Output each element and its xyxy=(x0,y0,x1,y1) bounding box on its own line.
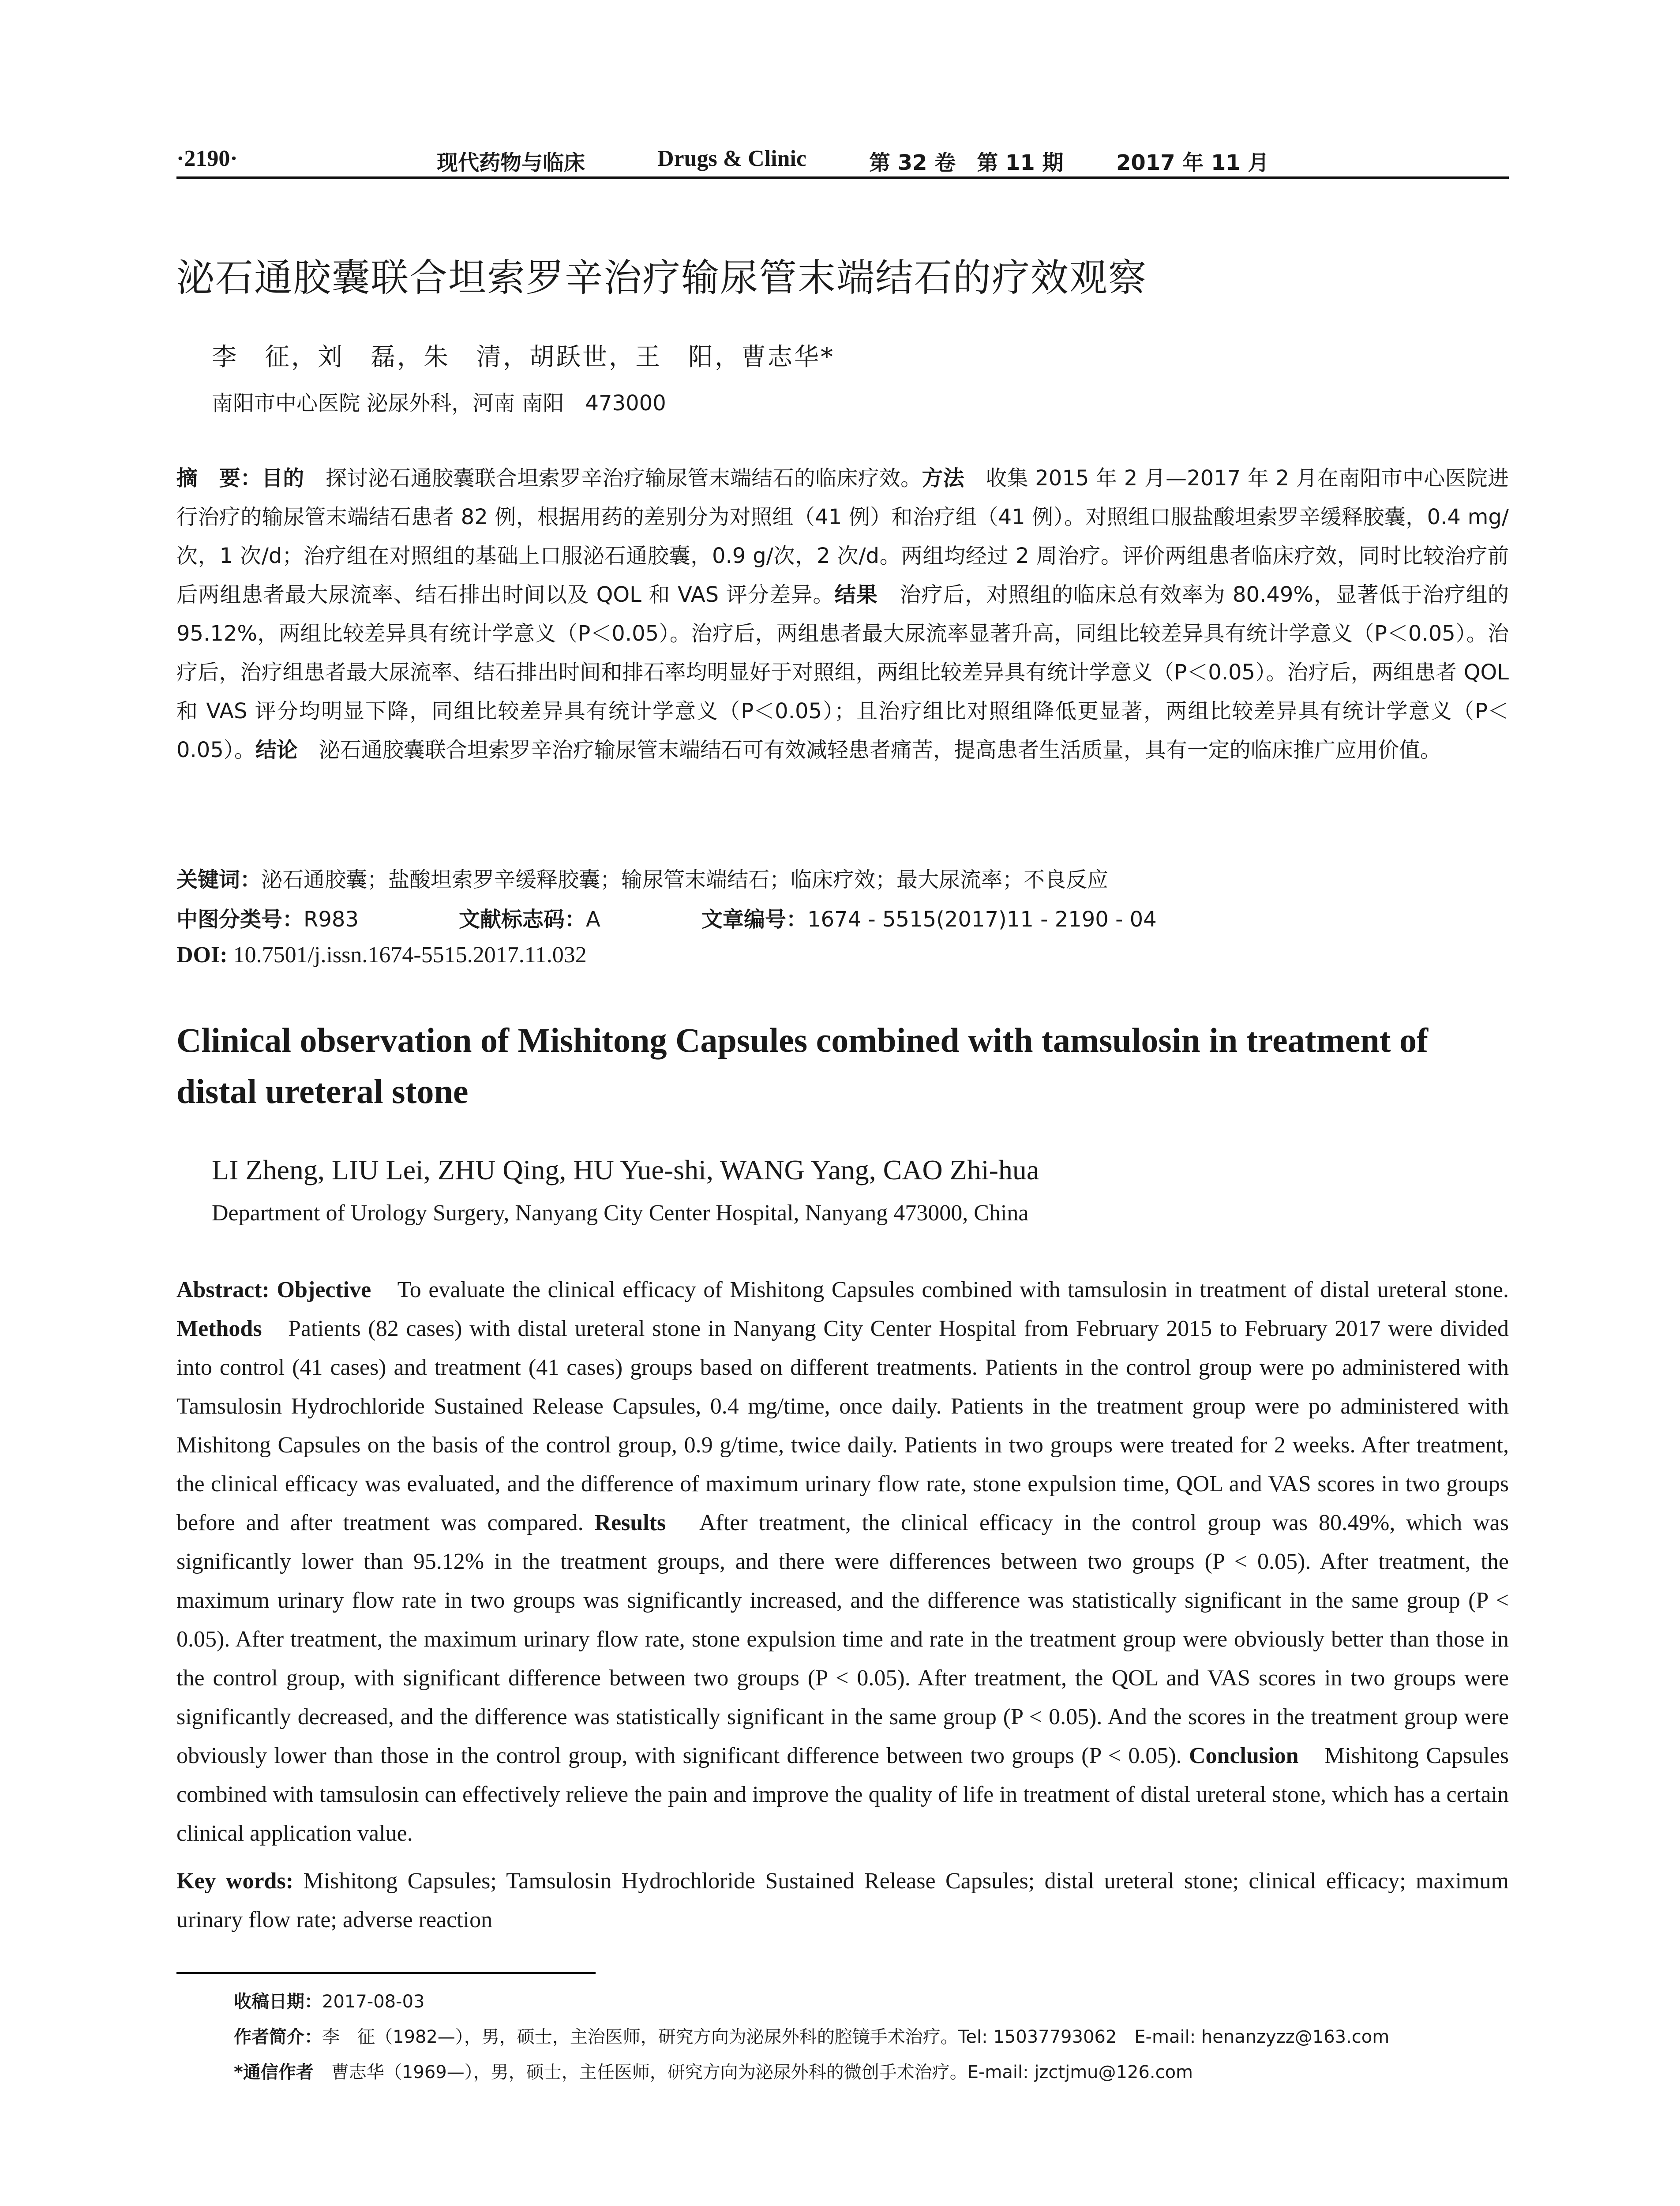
clc-value: R983 xyxy=(304,907,359,932)
author-bio-text: 李 征（1982—），男，硕士，主治医师，研究方向为泌尿外科的腔镜手术治疗。Tel: 15037793062 E-mail: henanzyzz@163.com xyxy=(322,2027,1390,2047)
keywords-en xyxy=(176,1862,1509,1940)
objective-text-cn: 探讨泌石通胶囊联合坦索罗辛治疗输尿管末端结石的临床疗效。 xyxy=(304,466,922,491)
methods-text-en: Patients (82 cases) with distal ureteral stone in Nanyang City Center Hospital from February 2015 to February 2017 were divided into control (41 cases) and treatment (41 cases) groups based on different treatments. Patients in the control group were po administered with Tamsulosin Hydrochloride Sustained Release Capsules, 0.4 mg/time, once daily. Patients in the treatment group were po administered with Mishitong Capsules on the basis of the control group, 0.9 g/time, twice daily. Patients in two groups were treated for 2 weeks. After treatment, the clinical efficacy was evaluated, and the difference of maximum urinary flow rate, stone expulsion time, QOL and VAS scores in two groups before and after treatment was compared. xyxy=(176,1316,1509,1535)
results-label-cn: 结果 xyxy=(834,582,878,607)
methods-label-en: Methods xyxy=(176,1316,262,1341)
objective-label-cn: 目的 xyxy=(262,466,304,491)
conclusion-text-cn: 泌石通胶囊联合坦索罗辛治疗输尿管末端结石可有效减轻患者痛苦，提高患者生活质量，具有一定的临床推广应用价值。 xyxy=(297,738,1441,762)
corresponding-text: 曹志华（1969—），男，硕士，主任医师，研究方向为泌尿外科的微创手术治疗。E-mail: jzctjmu@126.com xyxy=(331,2062,1193,2082)
conclusion-label-cn: 结论 xyxy=(255,738,298,762)
doi-label: DOI: xyxy=(176,942,228,968)
author-bio-label: 作者简介： xyxy=(234,2027,322,2047)
keywords-text-en: Mishitong Capsules; Tamsulosin Hydrochloride Sustained Release Capsules; distal ureteral stone; clinical efficacy; maximum urinary flow rate; adverse reaction xyxy=(176,1868,1509,1932)
objective-label-en: Objective xyxy=(277,1277,371,1302)
doc-code-value: A xyxy=(586,907,600,932)
corresponding-label: *通信作者 xyxy=(234,2062,331,2082)
abstract-label-en: Abstract: xyxy=(176,1277,277,1302)
authors-en: LI Zheng, LIU Lei, ZHU Qing, HU Yue-shi, WANG Yang, CAO Zhi-hua xyxy=(212,1154,1039,1186)
keywords-label-en: Key words: xyxy=(176,1868,304,1894)
results-text-en: After treatment, the clinical efficacy in the control group was 80.49%, which was significantly lower than 95.12% in the treatment groups, and there were differences between two groups (P < 0.05). After treatment, the maximum urinary flow rate in two groups was significantly increased, and the difference was statistically significant in the same group (P < 0.05). After treatment, the maximum urinary flow rate, stone expulsion time and rate in the treatment group were obviously better than those in the control group, with significant difference between two groups (P < 0.05). After treatment, the QOL and VAS scores in two groups were significantly decreased, and the difference was statistically significant in the same group (P < 0.05). And the scores in the treatment group were obviously lower than those in the control group, with significant difference between two groups (P < 0.05). xyxy=(176,1510,1509,1768)
results-text-cn: 治疗后，对照组的临床总有效率为 80.49%，显著低于治疗组的 95.12%，两组比较差异具有统计学意义（P＜0.05）。治疗后，两组患者最大尿流率显著升高，同组比较差异具有统计学意义（P＜0.05）。治疗后，治疗组患者最大尿流率、结石排出时间和排石率均明显好于对照组，两组比较差异具有统计学意义（P＜0.05）。治疗后，两组患者 QOL 和 VAS 评分均明显下降，同组比较差异具有统计学意义（P＜0.05）；且治疗组比对照组降低更显著，两组比较差异具有统计学意义（P＜0.05）。 xyxy=(176,582,1509,762)
clc-label: 中图分类号： xyxy=(176,907,304,932)
objective-text-en: To evaluate the clinical efficacy of Mishitong Capsules combined with tamsulosin in treatment of distal ureteral stone. xyxy=(371,1277,1509,1302)
title-cn: 泌石通胶囊联合坦索罗辛治疗输尿管末端结石的疗效观察 xyxy=(176,256,1147,300)
keywords-cn xyxy=(176,863,1108,893)
results-label-en: Results xyxy=(594,1510,666,1535)
journal-name-cn: 现代药物与临床 xyxy=(437,150,585,175)
title-en: Clinical observation of Mishitong Capsules combined with tamsulosin in treatment of distal ureteral stone xyxy=(176,1021,1429,1111)
doi-line xyxy=(176,942,587,968)
affiliation-en: Department of Urology Surgery, Nanyang City Center Hospital, Nanyang 473000, China xyxy=(212,1201,1029,1226)
footnote-rule xyxy=(176,1972,596,1974)
methods-text-cn: 收集 2015 年 2 月—2017 年 2 月在南阳市中心医院进行治疗的输尿管末端结石患者 82 例，根据用药的差别分为对照组（41 例）和治疗组（41 例）。对照组口服盐酸坦索罗辛缓释胶囊，0.4 mg/次，1 次/d；治疗组在对照组的基础上口服泌石通胶囊，0.9 g/次，2 次/d。两组均经过 2 周治疗。评价两组患者临床疗效，同时比较治疗前后两组患者最大尿流率、结石排出时间以及 QOL 和 VAS 评分差异。 xyxy=(176,466,1509,607)
keywords-text-cn: 泌石通胶囊；盐酸坦索罗辛缓释胶囊；输尿管末端结石；临床疗效；最大尿流率；不良反应 xyxy=(261,867,1109,892)
volume-issue: 第 32 卷 第 11 期 xyxy=(869,150,1064,175)
issue-date: 2017 年 11 月 xyxy=(1116,150,1269,175)
methods-label-cn: 方法 xyxy=(922,466,964,491)
conclusion-label-en: Conclusion xyxy=(1189,1743,1299,1768)
doc-code-line xyxy=(459,902,600,933)
page-number: ·2190· xyxy=(176,146,238,171)
header-rule xyxy=(176,176,1509,179)
conclusion-text-en: Mishitong Capsules combined with tamsulosin can effectively relieve the pain and improve the quality of life in treatment of distal ureteral stone, which has a certain clinical application value. xyxy=(176,1743,1509,1846)
received-label: 收稿日期： xyxy=(234,1992,322,2012)
doi-value[interactable]: 10.7501/j.issn.1674-5515.2017.11.032 xyxy=(227,942,587,968)
journal-name-en: Drugs & Clinic xyxy=(657,146,806,171)
article-number-line xyxy=(701,902,1157,933)
received-date: 2017-08-03 xyxy=(322,1992,425,2012)
classification-line xyxy=(176,902,359,933)
doc-code-label: 文献标志码： xyxy=(459,907,586,932)
article-number-label: 文章编号： xyxy=(701,907,808,932)
footnote-author xyxy=(234,2023,1389,2048)
abstract-en xyxy=(176,1271,1509,1853)
article-number-value: 1674 - 5515(2017)11 - 2190 - 04 xyxy=(807,907,1157,932)
authors-cn: 李 征，刘 磊，朱 清，胡跃世，王 阳，曹志华* xyxy=(212,343,835,371)
running-header xyxy=(176,141,1509,181)
footnote-received xyxy=(234,1988,424,2013)
footnote-corresponding xyxy=(234,2058,1193,2083)
abstract-label-cn: 摘 要： xyxy=(176,466,262,491)
abstract-cn xyxy=(176,459,1509,769)
keywords-label-cn: 关键词： xyxy=(176,867,262,892)
affiliation-cn: 南阳市中心医院 泌尿外科，河南 南阳 473000 xyxy=(212,391,666,416)
